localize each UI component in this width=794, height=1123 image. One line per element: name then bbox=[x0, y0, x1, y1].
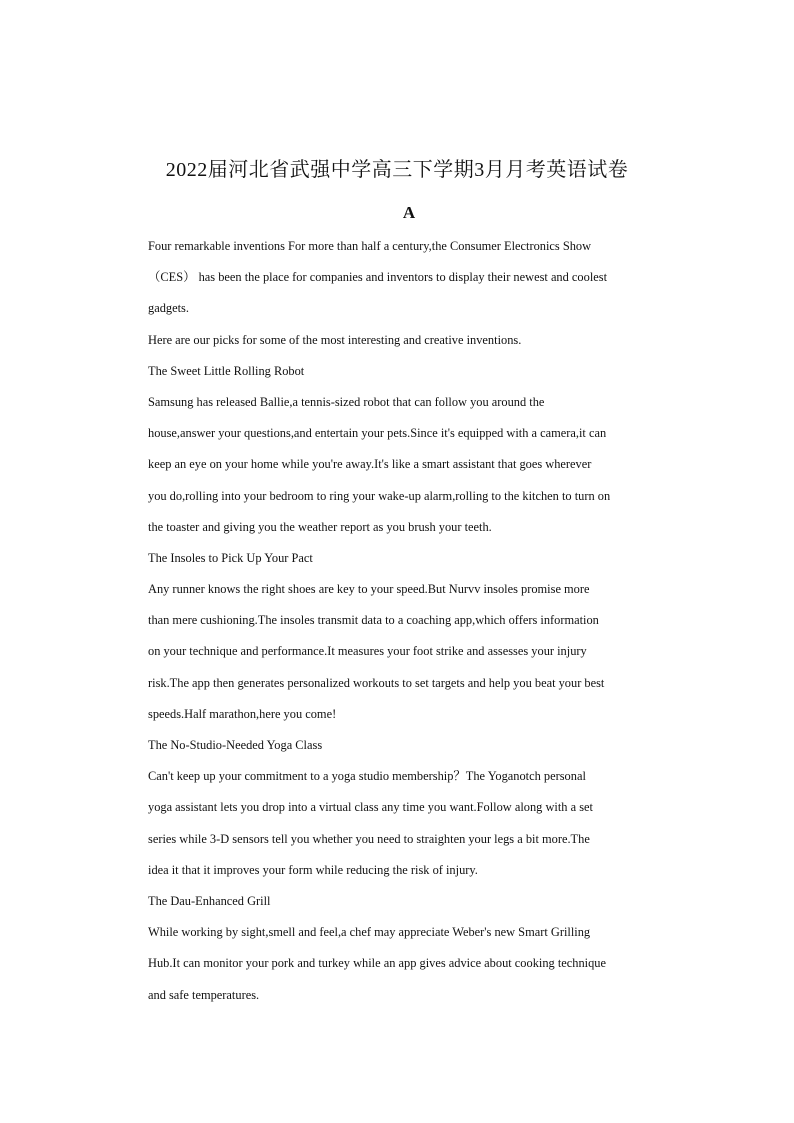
text-line: than mere cushioning.The insoles transmit data to a coaching app,which offers information bbox=[148, 613, 599, 628]
text-line: gadgets. bbox=[148, 301, 189, 316]
text-line: you do,rolling into your bedroom to ring your wake-up alarm,rolling to the kitchen to turn on bbox=[148, 488, 611, 503]
text-line: and safe temperatures. bbox=[148, 987, 260, 1002]
text-line: the toaster and giving you the weather report as you brush your teeth. bbox=[148, 519, 492, 534]
text-line: series while 3-D sensors tell you whether you need to straighten your legs a bit more.The bbox=[148, 831, 590, 846]
text-line: yoga assistant lets you drop into a virtual class any time you want.Follow along with a set bbox=[148, 800, 593, 815]
subheading: The Sweet Little Rolling Robot bbox=[148, 363, 305, 378]
text-line: While working by sight,smell and feel,a chef may appreciate Weber's new Smart Grilling bbox=[148, 925, 591, 940]
text-line: Any runner knows the right shoes are key to your speed.But Nurvv insoles promise more bbox=[148, 582, 590, 597]
subheading: The Dau-Enhanced Grill bbox=[148, 893, 271, 908]
text-line: Hub.It can monitor your pork and turkey while an app gives advice about cooking technique bbox=[148, 956, 606, 971]
text-line: idea it that it improves your form while reducing the risk of injury. bbox=[148, 862, 478, 877]
text-line: house,answer your questions,and entertain your pets.Since it's equipped with a camera,it can bbox=[148, 426, 607, 441]
passage-body bbox=[148, 236, 678, 1016]
text-line: Here are our picks for some of the most interesting and creative inventions. bbox=[148, 332, 522, 347]
exam-title: 2022届河北省武强中学高三下学期3月月考英语试卷 bbox=[165, 159, 629, 181]
subheading: The Insoles to Pick Up Your Pact bbox=[148, 550, 313, 565]
text-line: keep an eye on your home while you're away.It's like a smart assistant that goes wherever bbox=[148, 457, 592, 472]
text-line: speeds.Half marathon,here you come! bbox=[148, 706, 337, 721]
text-line: risk.The app then generates personalized workouts to set targets and help you beat your best bbox=[148, 675, 605, 690]
subheading: The No-Studio-Needed Yoga Class bbox=[148, 738, 323, 752]
section-letter: A bbox=[402, 203, 416, 222]
text-line: on your technique and performance.It measures your foot strike and assesses your injury bbox=[148, 644, 587, 659]
text-line: Samsung has released Ballie,a tennis-sized robot that can follow you around the bbox=[148, 394, 545, 409]
text-line: （CES） has been the place for companies and inventors to display their newest and coolest bbox=[148, 270, 608, 285]
text-line: Four remarkable inventions For more than half a century,the Consumer Electronics Show bbox=[148, 239, 592, 253]
text-line: Can't keep up your commitment to a yoga studio membership？The Yoganotch personal bbox=[148, 769, 586, 784]
